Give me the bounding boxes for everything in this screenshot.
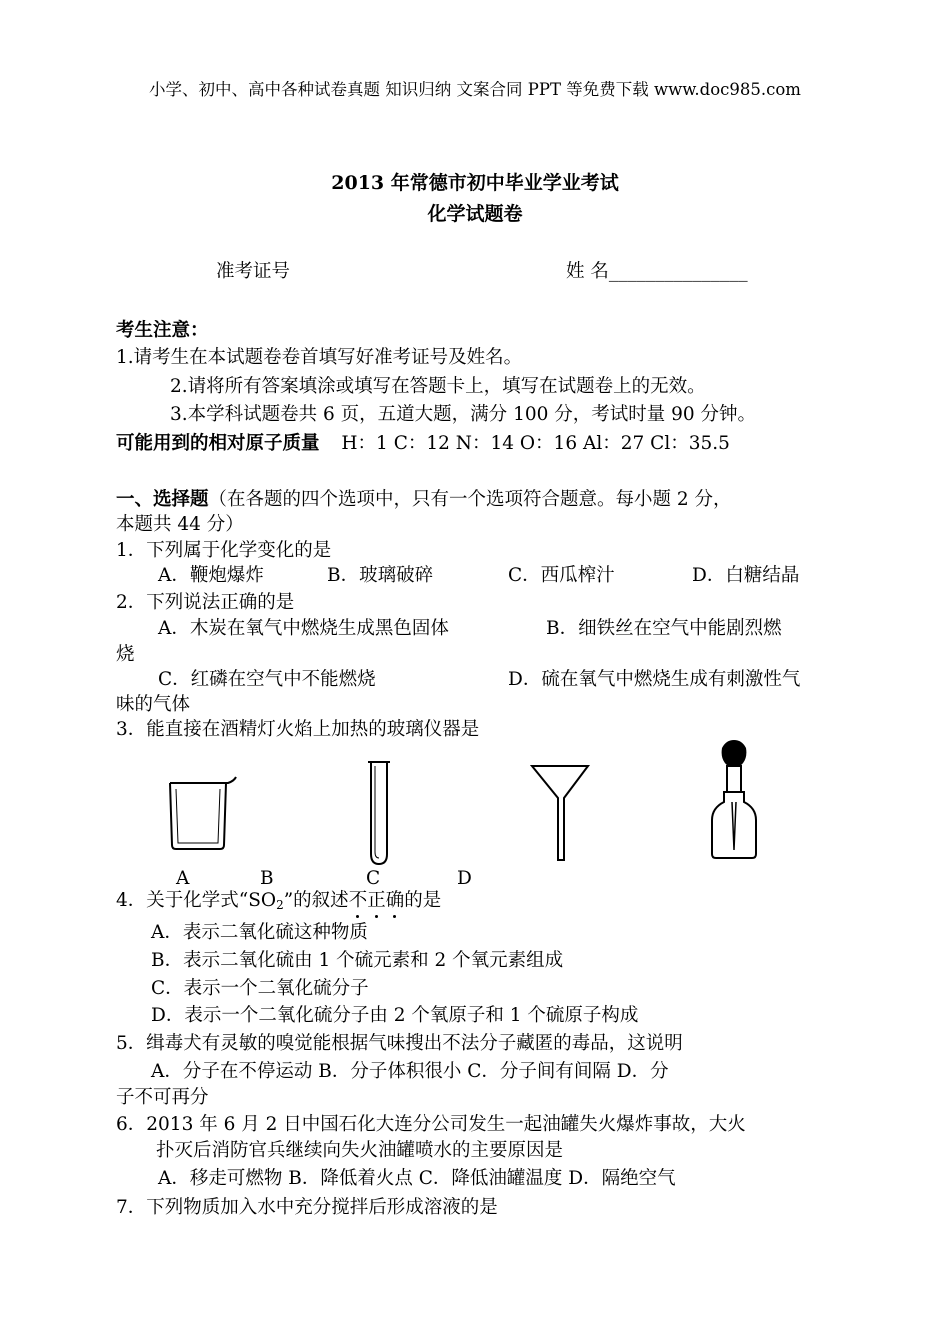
q4-option-b: B．表示二氧化硫由 1 个硫元素和 2 个氧元素组成 — [151, 950, 564, 971]
q2-option-c: C．红磷在空气中不能燃烧 — [158, 669, 376, 690]
atomic-mass-values: H：1 C：12 N：14 O：16 Al：27 Cl：35.5 — [341, 433, 730, 454]
q2-option-d: D．硫在氧气中燃烧生成有刺激性气 — [508, 669, 801, 690]
q1-option-a: A．鞭炮爆炸 — [158, 565, 264, 586]
q3-stem: 3．能直接在酒精灯火焰上加热的玻璃仪器是 — [116, 719, 480, 740]
exam-id-label: 准考证号 — [216, 261, 291, 282]
dropper-bottle-image — [708, 738, 760, 862]
q1-option-d: D．白糖结晶 — [692, 565, 800, 586]
q2-option-b-wrap: 烧 — [116, 644, 135, 665]
q3-label-a: A — [176, 868, 190, 889]
atomic-mass-label: 可能用到的相对原子质量 — [116, 433, 320, 454]
section1-heading: 一、选择题 — [116, 489, 209, 510]
q4-stem-mid: ”的叙述 — [283, 890, 349, 911]
q1-stem: 1．下列属于化学变化的是 — [116, 540, 332, 561]
notice-item-1: 1.请考生在本试题卷卷首填写好准考证号及姓名。 — [116, 347, 523, 368]
section1-desc: （在各题的四个选项中，只有一个选项符合题意。每小题 2 分， — [208, 489, 732, 510]
q4-stem-pre: 4．关于化学式“SO — [116, 890, 277, 911]
q2-option-d-wrap: 味的气体 — [116, 694, 191, 715]
q5-stem: 5．缉毒犬有灵敏的嗅觉能根据气味搜出不法分子藏匿的毒品，这说明 — [116, 1033, 683, 1054]
q4-emphasis-2: 正 — [367, 890, 386, 911]
q4-emphasis-3: 确 — [385, 890, 405, 911]
q2-option-a: A．木炭在氧气中燃烧生成黑色固体 — [158, 618, 449, 639]
q4-option-a: A．表示二氧化硫这种物质 — [151, 922, 368, 943]
q5-options-wrap: 子不可再分 — [116, 1087, 209, 1108]
q2-option-b: B．细铁丝在空气中能剧烈燃 — [546, 618, 782, 639]
q6-options: A．移走可燃物 B．降低着火点 C．降低油罐温度 D．隔绝空气 — [158, 1168, 676, 1189]
q6-stem-wrap: 扑灭后消防官兵继续向失火油罐喷水的主要原因是 — [156, 1140, 564, 1161]
q1-option-c: C．西瓜榨汁 — [508, 565, 615, 586]
q1-option-b: B．玻璃破碎 — [327, 565, 434, 586]
q4-stem-sub: 2 — [276, 898, 284, 912]
q4-option-d: D．表示一个二氧化硫分子由 2 个氧原子和 1 个硫原子构成 — [151, 1005, 639, 1026]
notice-heading: 考生注意： — [116, 320, 209, 341]
q3-label-c: C — [366, 868, 381, 889]
atomic-mass-line — [116, 431, 730, 457]
q4-option-c: C．表示一个二氧化硫分子 — [151, 978, 369, 999]
q3-label-d: D — [457, 868, 472, 889]
notice-item-3: 3.本学科试题卷共 6 页，五道大题，满分 100 分，考试时量 90 分钟。 — [170, 404, 757, 425]
beaker-image — [160, 775, 240, 855]
section1-title-line — [116, 487, 732, 513]
q3-label-b: B — [260, 868, 274, 889]
section1-desc-wrap: 本题共 44 分） — [116, 514, 244, 535]
q4-stem-post: 的是 — [404, 890, 442, 911]
funnel-image — [528, 760, 592, 864]
name-label: 姓 名_______________ — [566, 261, 748, 282]
test-tube-image — [365, 758, 393, 868]
exam-title: 2013 年常德市初中毕业学业考试 — [331, 172, 619, 194]
exam-subtitle: 化学试题卷 — [427, 203, 523, 225]
q2-stem: 2．下列说法正确的是 — [116, 592, 295, 613]
notice-item-2: 2.请将所有答案填涂或填写在答题卡上，填写在试题卷上的无效。 — [170, 376, 706, 397]
q5-options: A．分子在不停运动 B．分子体积很小 C．分子间有间隔 D．分 — [151, 1061, 669, 1082]
q6-stem: 6．2013 年 6 月 2 日中国石化大连分公司发生一起油罐失火爆炸事故，大火 — [116, 1114, 746, 1135]
q4-stem — [116, 888, 441, 918]
q4-emphasis-1: 不 — [348, 890, 368, 911]
site-header: 小学、初中、高中各种试卷真题 知识归纳 文案合同 PPT 等免费下载 www.doc985.com — [149, 80, 801, 99]
q7-stem: 7．下列物质加入水中充分搅拌后形成溶液的是 — [116, 1197, 498, 1218]
